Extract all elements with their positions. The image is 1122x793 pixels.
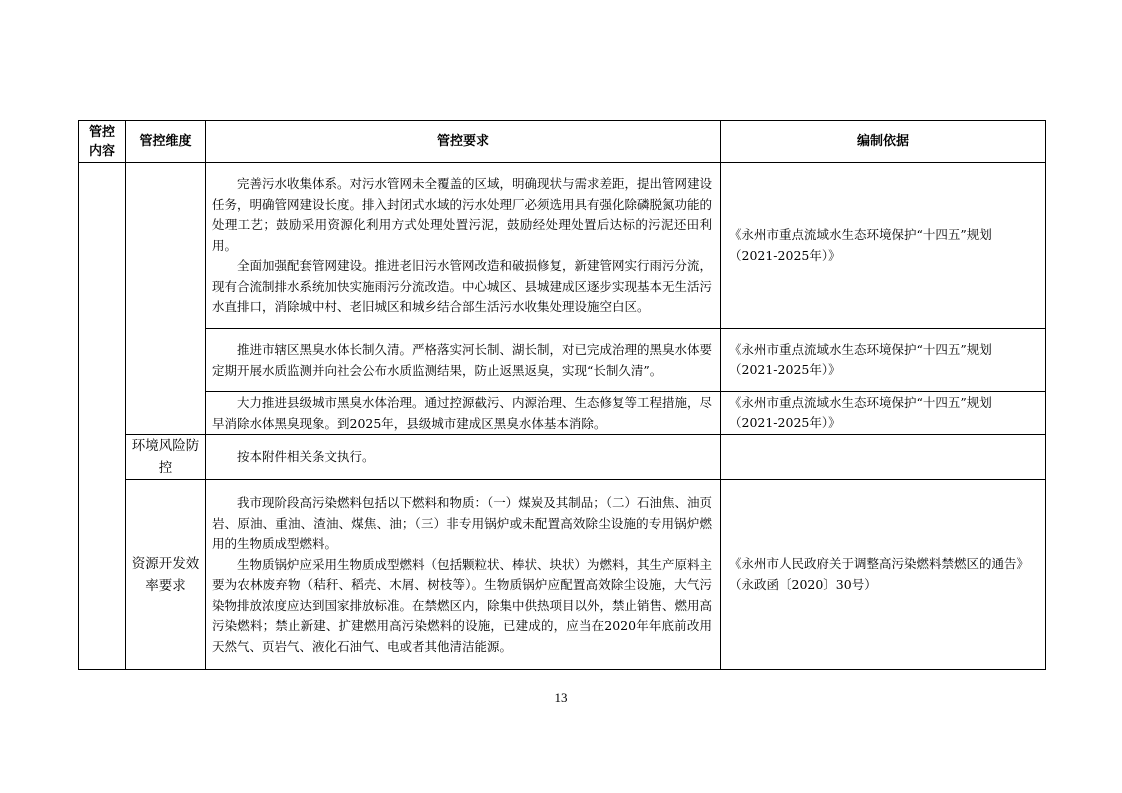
table-header-row [79, 121, 1046, 163]
table-row [79, 163, 1046, 329]
requirement-cell [206, 435, 721, 480]
header-requirement-cell: 管控要求 [206, 121, 721, 163]
basis-cell: 《永州市重点流域水生态环境保护“十四五”规划（2021-2025年）》 [721, 392, 1046, 435]
table-row [79, 435, 1046, 480]
requirement-cell [206, 163, 721, 329]
requirement-cell [206, 480, 721, 670]
page-number: 13 [554, 690, 568, 705]
table-row [79, 392, 1046, 435]
requirement-paragraph: 推进市辖区黑臭水体长制久清。严格落实河长制、湖长制，对已完成治理的黑臭水体要定期开展水质监测并向社会公布水质监测结果，防止返黑返臭，实现“长制久清”。 [212, 342, 713, 378]
basis-cell [721, 435, 1046, 480]
control-requirements-table [78, 120, 1046, 670]
basis-cell: 《永州市人民政府关于调整高污染燃料禁燃区的通告》（永政函〔2020〕30号） [721, 480, 1046, 670]
dimension-cell: 资源开发效率要求 [126, 480, 206, 670]
requirement-paragraph: 生物质锅炉应采用生物质成型燃料（包括颗粒状、棒状、块状）为燃料，其生产原料主要为农林废弃物（秸秆、稻壳、木屑、树枝等）。生物质锅炉应配置高效除尘设施，大气污染物排放浓度应达到国家排放标准。在禁燃区内，除集中供热项目以外，禁止销售、燃用高污染燃料；禁止新建、扩建燃用高污染燃料的设施，已建成的，应当在2020年年底前改用天然气、页岩气、液化石油气、电或者其他清洁能源。 [212, 556, 713, 654]
header-content-cell: 管控内容 [79, 121, 126, 163]
requirement-paragraph: 按本附件相关条文执行。 [237, 449, 375, 465]
content-cell-empty [79, 163, 126, 670]
header-dimension-cell: 管控维度 [126, 121, 206, 163]
table-row [79, 329, 1046, 392]
document-table-area [78, 120, 1045, 666]
requirement-paragraph: 全面加强配套管网建设。推进老旧污水管网改造和破损修复，新建管网实行雨污分流，现有合流制排水系统加快实施雨污分流改造。中心城区、县城建成区逐步实现基本无生活污水直排口，消除城中村、老旧城区和城乡结合部生活污水收集处理设施空白区。 [212, 258, 713, 315]
dimension-cell-empty [126, 163, 206, 435]
requirement-paragraph: 大力推进县级城市黑臭水体治理。通过控源截污、内源治理、生态修复等工程措施，尽早消除水体黑臭现象。到2025年，县级城市建成区黑臭水体基本消除。 [212, 395, 713, 431]
header-basis-cell: 编制依据 [721, 121, 1046, 163]
table-row [79, 480, 1046, 670]
basis-cell: 《永州市重点流域水生态环境保护“十四五”规划（2021-2025年）》 [721, 163, 1046, 329]
dimension-cell: 环境风险防控 [126, 435, 206, 480]
requirement-cell [206, 392, 721, 435]
requirement-cell [206, 329, 721, 392]
requirement-paragraph: 完善污水收集体系。对污水管网未全覆盖的区域，明确现状与需求差距，提出管网建设任务，明确管网建设长度。排入封闭式水域的污水处理厂必须选用具有强化除磷脱氮功能的处理工艺；鼓励采用资源化利用方式处理处置污泥，鼓励经处理处置后达标的污泥还田利用。 [212, 176, 713, 253]
requirement-paragraph: 我市现阶段高污染燃料包括以下燃料和物质：（一）煤炭及其制品；（二）石油焦、油页岩、原油、重油、渣油、煤焦、油；（三）非专用锅炉或未配置高效除尘设施的专用锅炉燃用的生物质成型燃料。 [212, 495, 713, 551]
basis-cell: 《永州市重点流域水生态环境保护“十四五”规划（2021-2025年）》 [721, 329, 1046, 392]
